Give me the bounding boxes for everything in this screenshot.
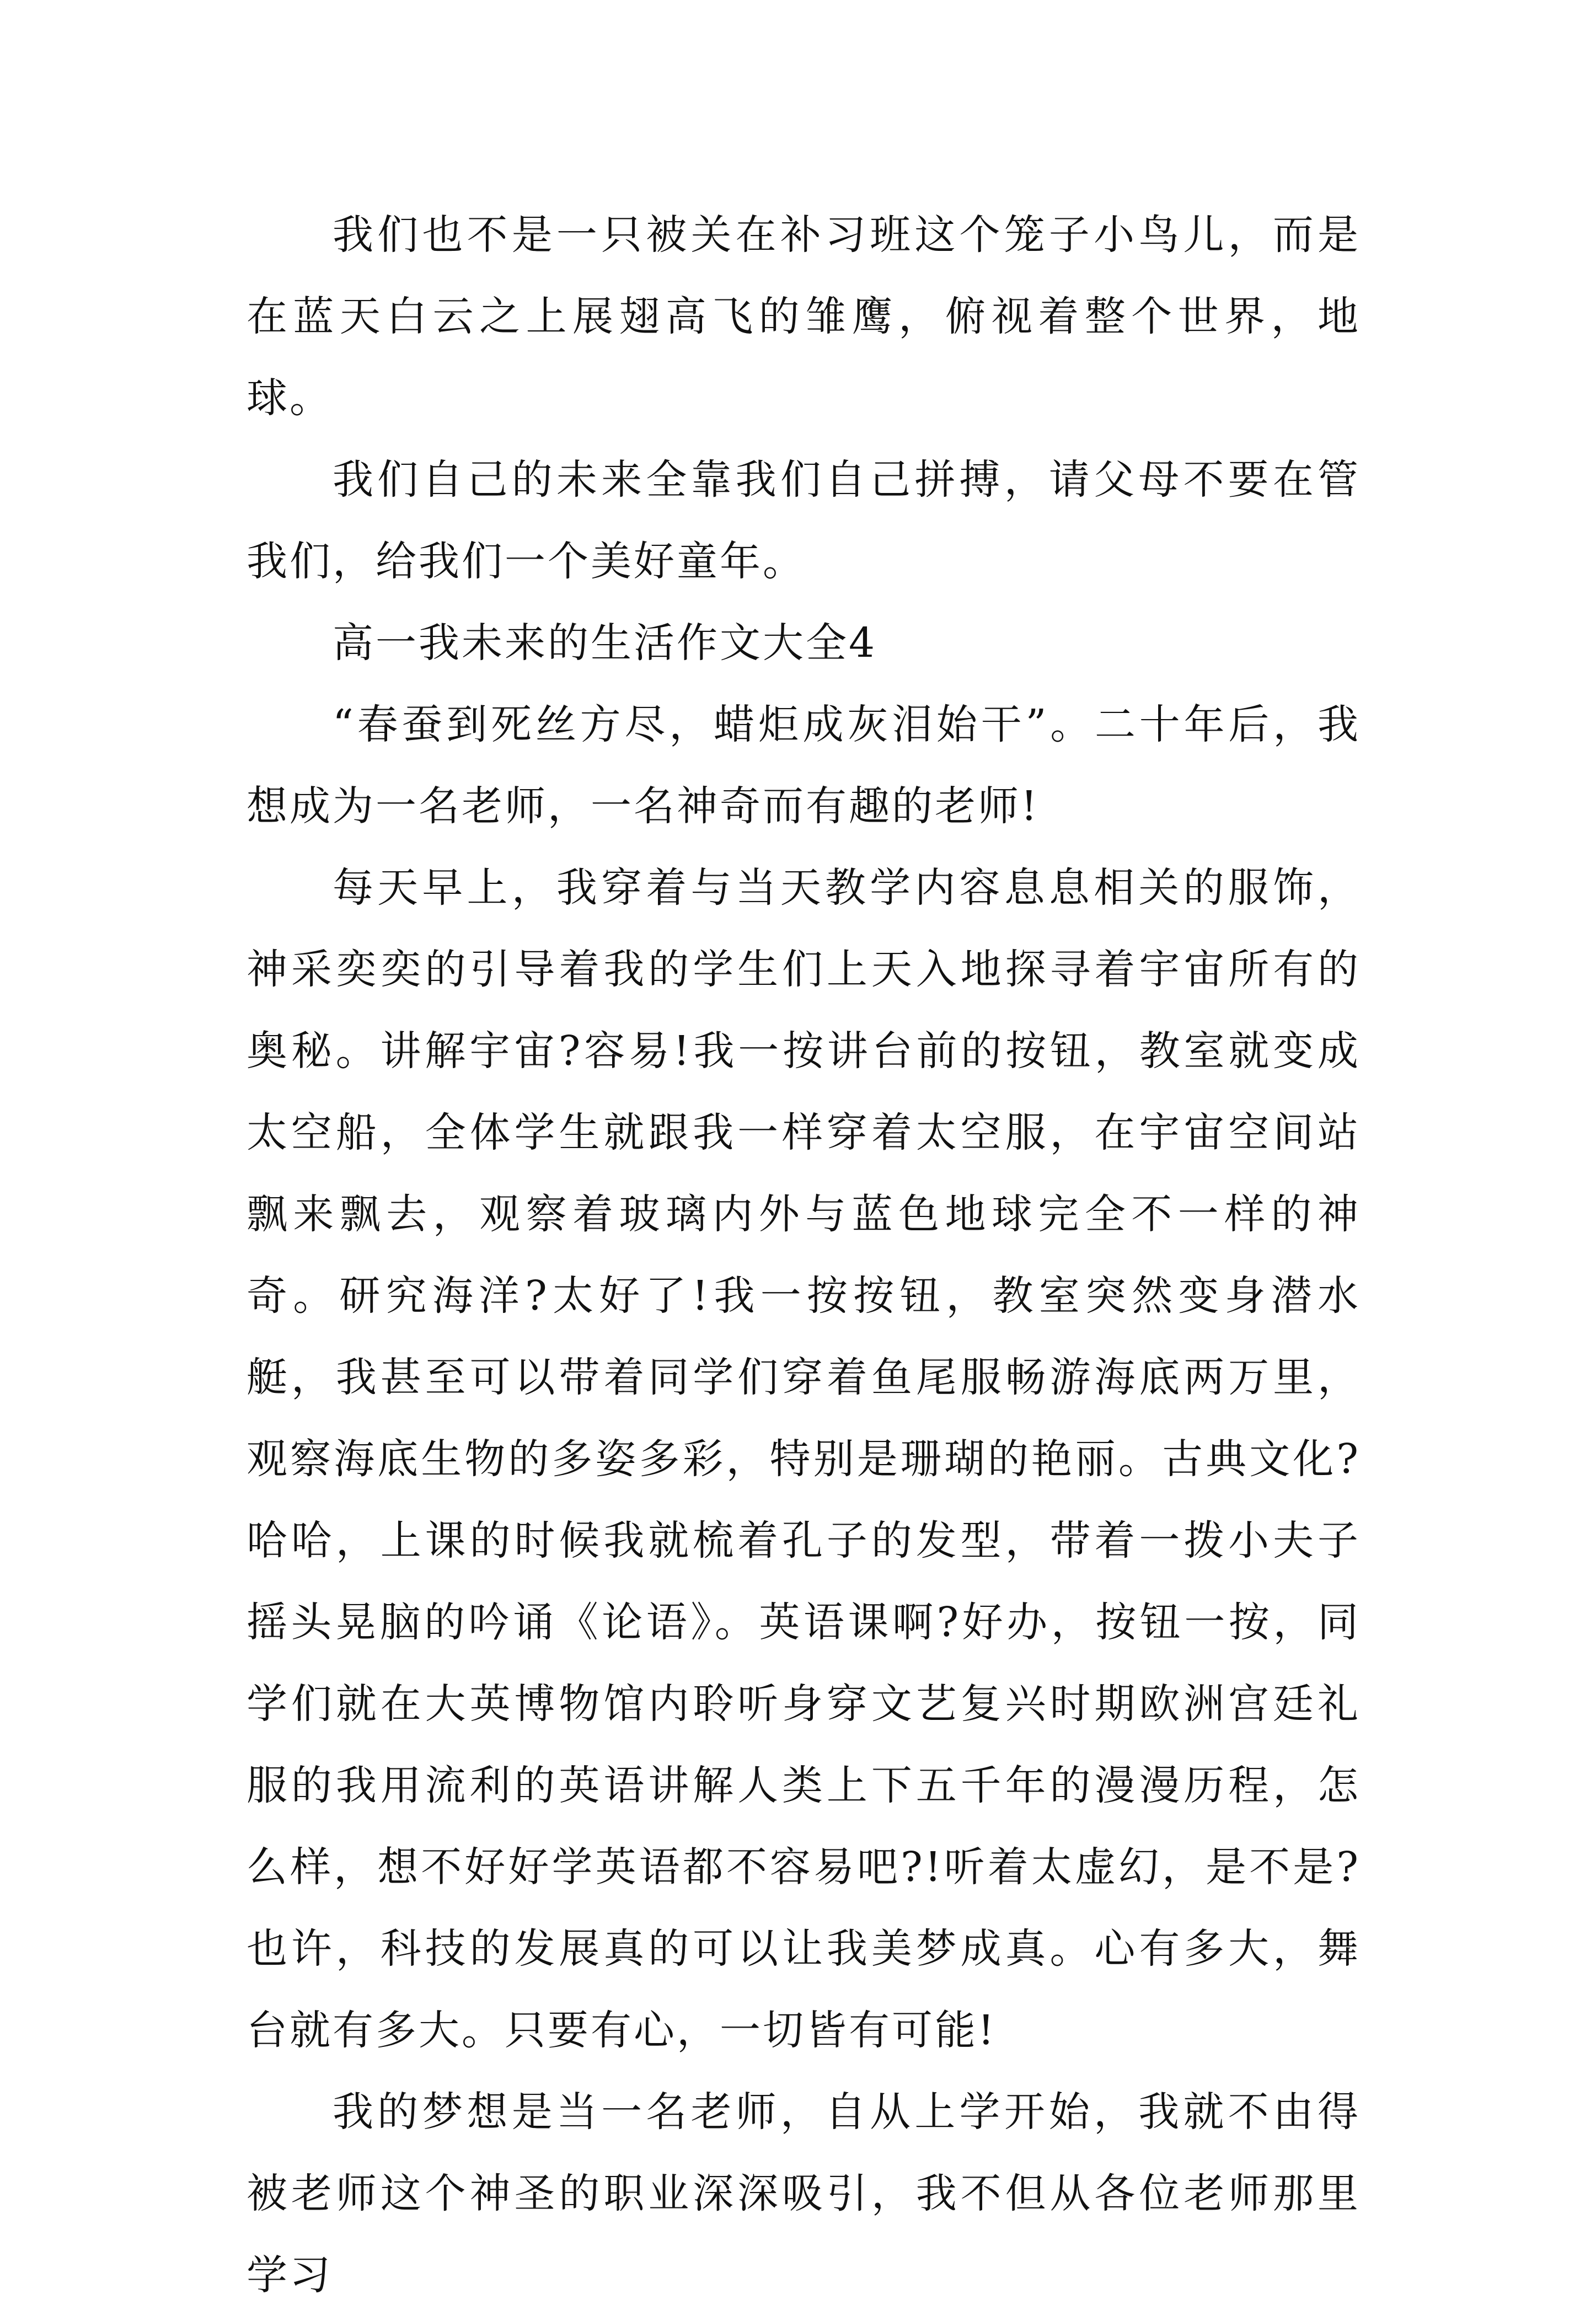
- section-heading: 高一我未来的生活作文大全4: [333, 619, 877, 667]
- paragraph-1: 我们也不是一只被关在补习班这个笼子小鸟儿，而是在蓝天白云之上展翅高飞的雏鹰，俯视着整个世界，地球。: [247, 211, 1361, 422]
- paragraph-5: 我的梦想是当一名老师，自从上学开始，我就不由得被老师这个神圣的职业深深吸引，我不但从各位老师那里学习: [247, 2088, 1361, 2299]
- paragraph-4: 每天早上，我穿着与当天教学内容息息相关的服饰，神采奕奕的引导着我的学生们上天入地探寻着宇宙所有的奥秘。讲解宇宙?容易!我一按讲台前的按钮，教室就变成太空船，全体学生就跟我一样穿着太空服，在宇宙空间站飘来飘去，观察着玻璃内外与蓝色地球完全不一样的神奇。研究海洋?太好了!我一按按钮，教室突然变身潜水艇，我甚至可以带着同学们穿着鱼尾服畅游海底两万里，观察海底生物的多姿多彩，特别是珊瑚的艳丽。古典文化?哈哈，上课的时候我就梳着孔子的发型，带着一拨小夫子摇头晃脑的吟诵《论语》。英语课啊?好办，按钮一按，同学们就在大英博物馆内聆听身穿文艺复兴时期欧洲宫廷礼服的我用流利的英语讲解人类上下五千年的漫漫历程，怎么样，想不好好学英语都不容易吧?!听着太虚幻，是不是?也许，科技的发展真的可以让我美梦成真。心有多大，舞台就有多大。只要有心，一切皆有可能!: [247, 864, 1361, 2054]
- paragraph-2: 我们自己的未来全靠我们自己拼搏，请父母不要在管我们，给我们一个美好童年。: [247, 456, 1361, 585]
- document-body: [247, 194, 1361, 2316]
- paragraph-3: “春蚕到死丝方尽，蜡炬成灰泪始干”。二十年后，我想成为一名老师，一名神奇而有趣的老师!: [247, 701, 1361, 830]
